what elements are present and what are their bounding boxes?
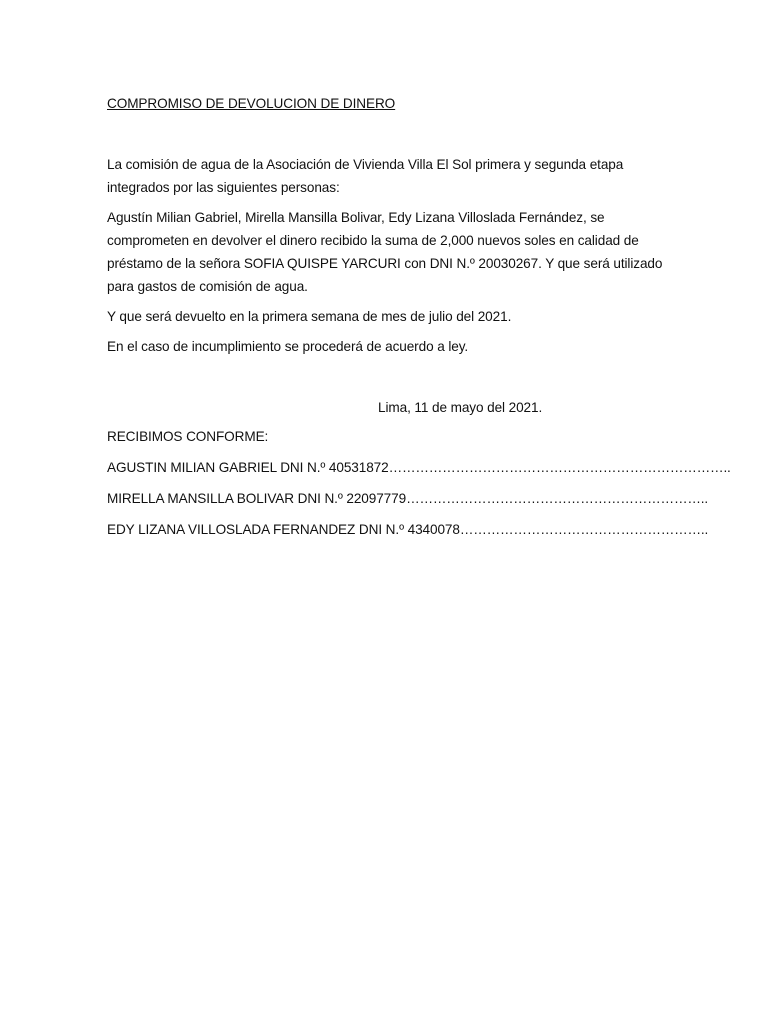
document-content <box>107 92 731 541</box>
signature-line-mirella <box>107 487 708 510</box>
signature-dots-agustin: ………………………………………………………………….. <box>388 460 731 475</box>
signature-dots-edy: ……………………………………………….. <box>459 522 709 537</box>
commitment-paragraph: Agustín Milian Gabriel, Mirella Mansilla Bolivar, Edy Lizana Villoslada Fernández, se comprometen en devolver el dinero recibido la suma de 2,000 nuevos soles en calidad de préstamo de la señora SOFIA QUISPE YARCURI con DNI N.º 20030267. Y que será utilizado para gastos de comisión de agua. <box>107 210 663 294</box>
document-title: COMPROMISO DE DEVOLUCION DE DINERO <box>107 96 396 111</box>
intro-paragraph: La comisión de agua de la Asociación de Vivienda Villa El Sol primera y segunda etapa integrados por las siguientes personas: <box>107 157 624 195</box>
signature-line-agustin <box>107 456 731 479</box>
breach-paragraph: En el caso de incumplimiento se procederá de acuerdo a ley. <box>107 339 469 354</box>
signature-name-edy: EDY LIZANA VILLOSLADA FERNANDEZ DNI N.º 4340078 <box>107 522 460 537</box>
place-date: Lima, 11 de mayo del 2021. <box>378 400 543 415</box>
received-label: RECIBIMOS CONFORME: <box>107 429 269 444</box>
signature-name-agustin: AGUSTIN MILIAN GABRIEL DNI N.º 40531872 <box>107 460 389 475</box>
return-date-paragraph: Y que será devuelto en la primera semana de mes de julio del 2021. <box>107 309 512 324</box>
signature-dots-mirella: ………………………………………………………….. <box>406 491 708 506</box>
signature-line-edy <box>107 518 709 541</box>
signature-name-mirella: MIRELLA MANSILLA BOLIVAR DNI N.º 22097779 <box>107 491 407 506</box>
